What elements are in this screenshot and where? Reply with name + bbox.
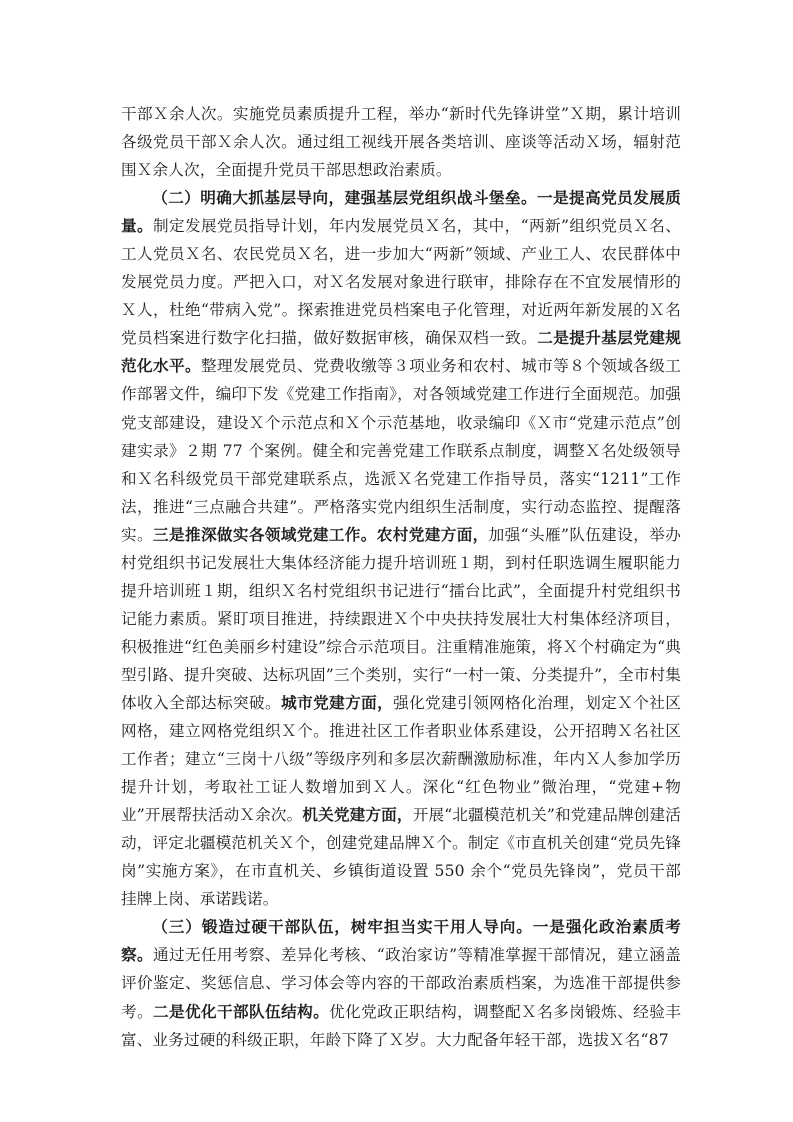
text-segment: 强化党建引领网格化治理，划定Ｘ个社区网格，建立网格党组织Ｘ个。推进社区工作者职业体系建设，公开招聘Ｘ名社区工作者；建立“三岗十八级”等级序列和多层次薪酬激励标准，年内Ｘ人参加学历提升计划，考取社工证人数增加到Ｘ人。深化“红色物业”微治理，“党建+物业”开展帮扶活动Ｘ余次。 bbox=[121, 693, 681, 825]
text-segment: 干部Ｘ余人次。实施党员素质提升工程，举办“新时代先锋讲堂”Ｘ期，累计培训各级党员干部Ｘ余人次。通过组工视线开展各类培训、座谈等活动Ｘ场，辐射范围Ｘ余人次，全面提升党员干部思想政治素质。 bbox=[121, 105, 681, 180]
document-page bbox=[121, 100, 681, 1054]
text-segment: 整理发展党员、党费收缴等３项业务和农村、城市等８个领域各级工作部署文件，编印下发《党建工作指南》，对各领域党建工作进行全面规范。加强党支部建设，建设Ｘ个示范点和Ｘ个示范基地，收录编印《Ｘ市“党建示范点”创建实录》２期 77 个案例。健全和完善党建工作联系点制度，调整Ｘ名处级领导和Ｘ名科级党员干部党建联系点，选派Ｘ名党建工作指导员，落实“1211”工作法，推进“三点融合共建”。严格落实党内组织生活制度，实行动态监控、提醒落实。 bbox=[121, 357, 681, 544]
subheading: 三是推深做实各领域党建工作。农村党建方面， bbox=[152, 524, 489, 544]
paragraph-continuation bbox=[121, 100, 681, 184]
subheading: 城市党建方面， bbox=[281, 692, 394, 712]
section-heading: （二）明确大抓基层导向，建强基层党组织战斗堡垒。一是提高党员发展质量。 bbox=[121, 188, 681, 236]
paragraph-section-two bbox=[121, 184, 681, 913]
text-segment: 加强“头雁”队伍建设，举办村党组织书记发展壮大集体经济能力提升培训班１期，到村任职选调生履职能力提升培训班１期，组织Ｘ名村党组织书记进行“擂台比武”，全面提升村党组织书记能力素质。紧盯项目推进，持续跟进Ｘ个中央扶持发展壮大村集体经济项目，积极推进“红色美丽乡村建设”综合示范项目。注重精准施策，将Ｘ个村确定为“典型引路、提升突破、达标巩固”三个类别，实行“一村一策、分类提升”，全市村集体收入全部达标突破。 bbox=[121, 525, 681, 712]
text-segment: 优化党政正职结构，调整配Ｘ名多岗锻炼、经验丰富、业务过硬的科级正职，年龄下降了Ｘ岁。大力配备年轻干部，选拔Ｘ名“87 bbox=[121, 1002, 681, 1049]
paragraph-section-three bbox=[121, 913, 681, 1053]
subheading: 机关党建方面， bbox=[302, 805, 413, 825]
text-segment: 制定发展党员指导计划，年内发展党员Ｘ名，其中，“两新”组织党员Ｘ名、工人党员Ｘ名、农民党员Ｘ名，进一步加大“两新”领域、产业工人、农民群体中发展党员力度。严把入口，对Ｘ名发展对象进行联审，排除存在不宜发展情形的Ｘ人，杜绝“带病入党”。探索推进党员档案电子化管理，对近两年新发展的Ｘ名党员档案进行数字化扫描，做好数据审核，确保双档一致。 bbox=[121, 217, 681, 348]
text-segment: 开展“北疆模范机关”和党建品牌创建活动，评定北疆模范机关Ｘ个，创建党建品牌Ｘ个。制定《市直机关创建“党员先锋岗”实施方案》，在市直机关、乡镇街道设置 550 余个“党员先锋岗”，党员干部挂牌上岗、承诺践诺。 bbox=[121, 806, 681, 909]
section-heading: （三）锻造过硬干部队伍，树牢担当实干用人导向。一是强化政治素质考察。 bbox=[121, 917, 681, 965]
subheading: 二是优化干部队伍结构。 bbox=[153, 1001, 330, 1021]
subheading: 二是提升基层党建规范化水平。 bbox=[121, 328, 681, 376]
text-segment: 通过无任用考察、差异化考核、“政治家访”等精准掌握干部情况，建立涵盖评价鉴定、奖惩信息、学习体会等内容的干部政治素质档案，为选准干部提供参考。 bbox=[121, 946, 681, 1021]
